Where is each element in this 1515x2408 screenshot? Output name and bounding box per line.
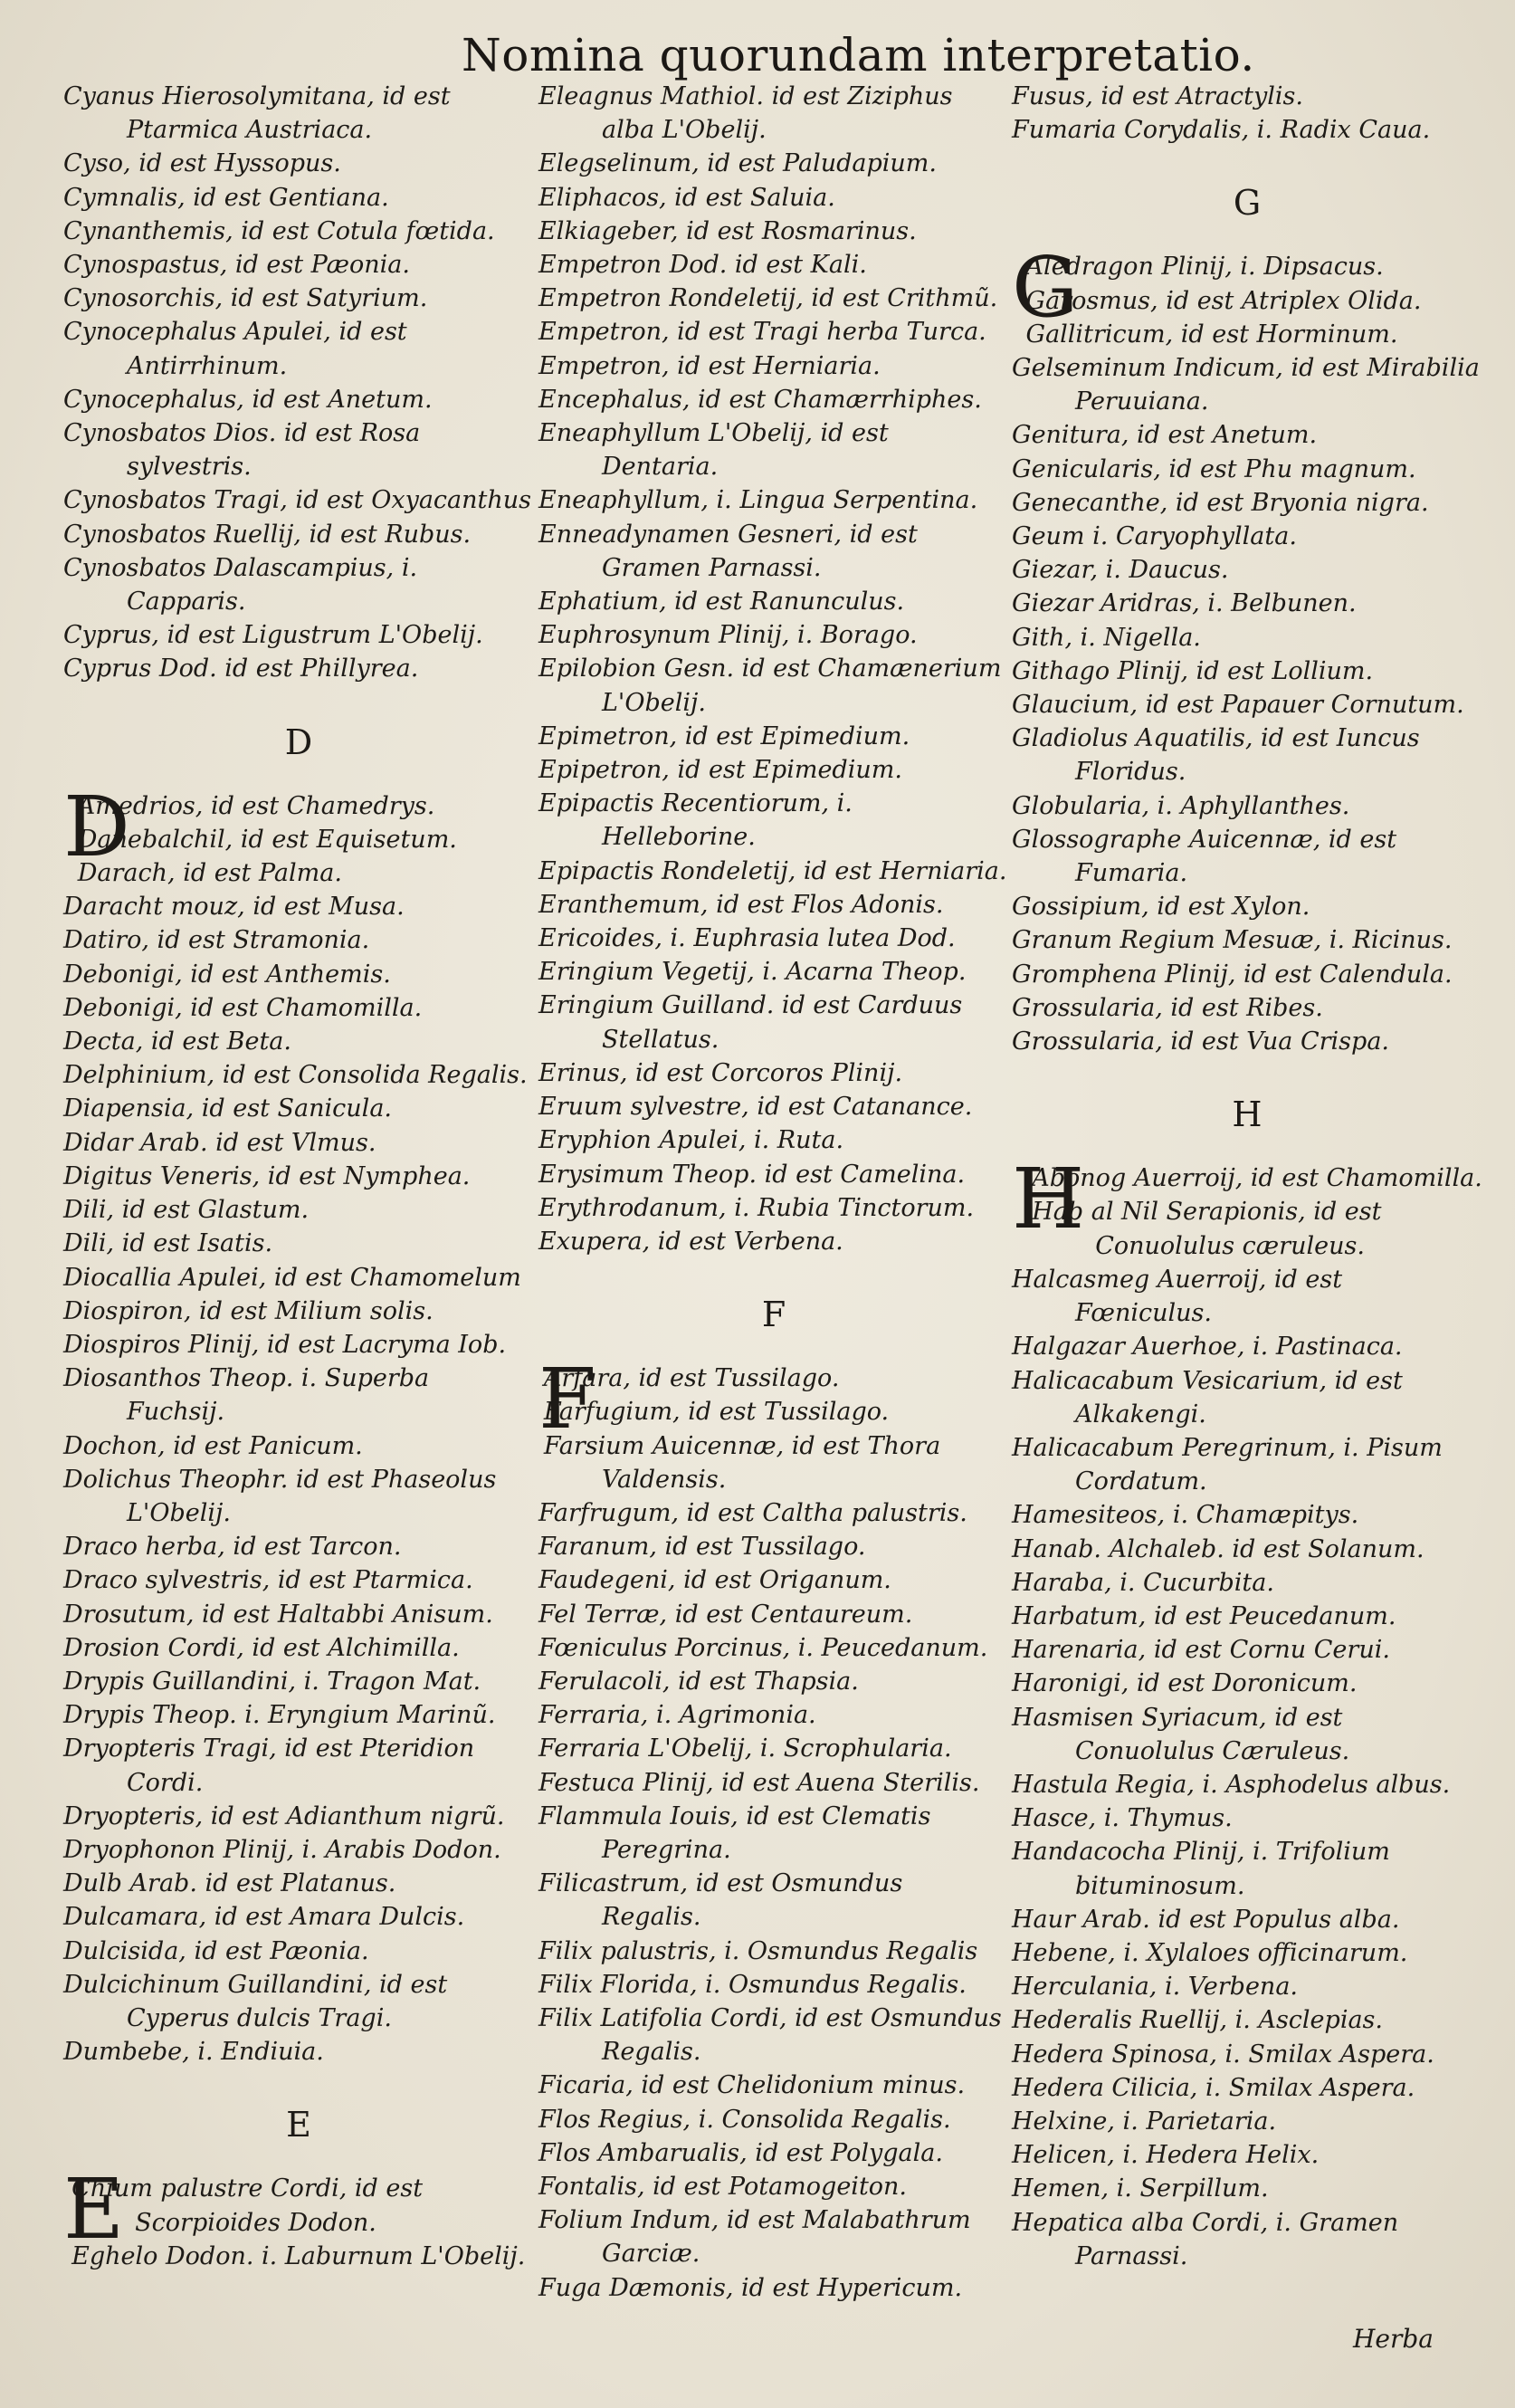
drop-cap-h: H	[1012, 1151, 1085, 1248]
index-entry: Genecanthe, id est Bryonia nigra.	[1012, 488, 1429, 517]
index-entry: Diapensia, id est Sanicula.	[63, 1094, 392, 1123]
index-entry: Dryopteris Tragi, id est Pteridion Cordi.	[63, 1734, 475, 1797]
index-entry: Diocallia Apulei, id est Chamomelum	[63, 1263, 521, 1292]
index-entry: Fontalis, id est Potamogeiton.	[538, 2172, 908, 2201]
index-entry: Halicacabum Peregrinum, i. Pisum Cordatum.	[1012, 1433, 1443, 1496]
index-entry: Aledragon Plinij, i. Dipsacus.	[1025, 253, 1384, 282]
index-entry: Gromphena Plinij, id est Calendula.	[1012, 960, 1453, 989]
index-entry: Glossographe Auicennæ, id est Fumaria.	[1012, 825, 1397, 888]
index-entry: Gallitricum, id est Horminum.	[1025, 320, 1398, 349]
index-entry: Garosmus, id est Atriplex Olida.	[1025, 286, 1422, 315]
index-entry: Hanab. Alchaleb. id est Solanum.	[1012, 1534, 1424, 1563]
index-entry: Ephatium, id est Ranunculus.	[538, 588, 905, 616]
index-entry: Epipactis Rondeletij, id est Herniaria.	[538, 856, 1007, 885]
index-entry: Cynocephalus Apulei, id est Antirrhinum.	[63, 318, 407, 380]
index-entry: Flos Regius, i. Consolida Regalis.	[538, 2105, 951, 2134]
index-entry: Encephalus, id est Chamærrhiphes.	[538, 385, 982, 414]
index-entry: Hebene, i. Xylaloes officinarum.	[1012, 1938, 1408, 1967]
index-entry: Hasmisen Syriacum, id est Conuolulus Cæruleus.	[1012, 1703, 1350, 1765]
index-entry: Erysimum Theop. id est Camelina.	[538, 1160, 966, 1189]
index-entry: Dochon, id est Panicum.	[63, 1431, 363, 1460]
index-entry: Dulcamara, id est Amara Dulcis.	[63, 1903, 465, 1932]
index-entry: Didar Arab. id est Vlmus.	[63, 1128, 376, 1157]
index-entry: Halicacabum Vesicarium, id est Alkakengi.	[1012, 1366, 1403, 1429]
index-entry: Digitus Veneris, id est Nymphea.	[63, 1161, 471, 1190]
index-entry: Elegselinum, id est Paludapium.	[538, 149, 937, 178]
index-entry: Giezar, i. Daucus.	[1012, 556, 1229, 585]
index-entry: Eneaphyllum L'Obelij, id est Dentaria.	[538, 419, 889, 482]
index-entry: Epimetron, id est Epimedium.	[538, 721, 910, 750]
index-entry: Empetron Rondeletij, id est Crithmũ.	[538, 284, 998, 313]
index-entry: Exupera, id est Verbena.	[538, 1227, 843, 1256]
index-entry: Handacocha Plinij, i. Trifolium bituminosum.	[1012, 1838, 1390, 1900]
index-entry: Haur Arab. id est Populus alba.	[1012, 1905, 1400, 1934]
index-entry: Giezar Aridras, i. Belbunen.	[1012, 589, 1357, 618]
index-entry: Hederalis Ruellij, i. Asclepias.	[1012, 2006, 1383, 2035]
index-entry: Drosion Cordi, id est Alchimilla.	[63, 1633, 460, 1662]
index-entry: Empetron, id est Herniaria.	[538, 351, 881, 380]
index-entry: Helxine, i. Parietaria.	[1012, 2107, 1277, 2136]
index-entry: Cynosorchis, id est Satyrium.	[63, 284, 428, 313]
index-entry: Eranthemum, id est Flos Adonis.	[538, 890, 944, 919]
section-letter-f: F	[761, 1295, 786, 1335]
index-entry: Festuca Plinij, id est Auena Sterilis.	[538, 1768, 980, 1797]
index-entry: Danebalchil, id est Equisetum.	[77, 825, 457, 854]
index-entry: Empetron Dod. id est Kali.	[538, 251, 867, 280]
index-entry: Epipactis Recentiorum, i. Helleborine.	[538, 789, 853, 852]
index-entry: Chium palustre Cordi, id est Scorpioides Dodon.	[71, 2174, 424, 2237]
index-entry: Farfugium, id est Tussilago.	[543, 1398, 890, 1427]
index-entry: Hasce, i. Thymus.	[1012, 1804, 1233, 1833]
index-entry: Dryopteris, id est Adianthum nigrũ.	[63, 1801, 505, 1830]
index-entry: Cynosbatos Dalascampius, i. Capparis.	[63, 553, 418, 616]
index-entry: Gossipium, id est Xylon.	[1012, 893, 1310, 922]
column-1	[63, 80, 534, 2273]
index-entry: Cynocephalus, id est Anetum.	[63, 385, 433, 414]
index-entry: Diospiros Plinij, id est Lacryma Iob.	[63, 1330, 507, 1359]
index-entry: Epilobion Gesn. id est Chamænerium L'Obelij.	[538, 655, 1002, 717]
section-letter-g: G	[1233, 183, 1262, 224]
index-entry: Granum Regium Mesuæ, i. Ricinus.	[1012, 926, 1453, 955]
index-entry: Gith, i. Nigella.	[1012, 623, 1201, 652]
index-entry: Haronigi, id est Doronicum.	[1012, 1669, 1358, 1698]
index-entry: Diospiron, id est Milium solis.	[63, 1296, 434, 1325]
index-entry: Fuga Dæmonis, id est Hypericum.	[538, 2273, 963, 2302]
index-entry: Abonog Auerroij, id est Chamomilla.	[1032, 1164, 1482, 1193]
index-entry: Elkiageber, id est Rosmarinus.	[538, 216, 917, 245]
index-entry: Draco sylvestris, id est Ptarmica.	[63, 1566, 473, 1595]
index-entry: Ferraria, i. Agrimonia.	[538, 1701, 816, 1730]
index-entry: Ferulacoli, id est Thapsia.	[538, 1667, 859, 1696]
index-entry: Datiro, id est Stramonia.	[63, 926, 370, 955]
index-entry: Genicularis, id est Phu magnum.	[1012, 454, 1416, 483]
index-entry: Genitura, id est Anetum.	[1012, 421, 1318, 450]
index-entry: Hastula Regia, i. Asphodelus albus.	[1012, 1770, 1451, 1799]
index-entry: Ficaria, id est Chelidonium minus.	[538, 2071, 966, 2100]
index-entry: Dulb Arab. id est Platanus.	[63, 1869, 396, 1898]
index-entry: Eliphacos, id est Saluia.	[538, 183, 835, 212]
index-entry: Dulcisida, id est Pæonia.	[63, 1936, 369, 1965]
index-entry: Cynospastus, id est Pæonia.	[63, 251, 410, 280]
index-entry: Faudegeni, id est Origanum.	[538, 1566, 891, 1595]
index-entry: Harenaria, id est Cornu Cerui.	[1012, 1636, 1390, 1665]
index-entry: Dili, id est Isatis.	[63, 1229, 273, 1258]
index-entry: Eleagnus Mathiol. id est Ziziphus alba L'Obelij.	[538, 82, 953, 145]
index-entry: Glaucium, id est Papauer Cornutum.	[1012, 691, 1464, 720]
index-entry: Drypis Theop. i. Eryngium Marinũ.	[63, 1701, 496, 1730]
index-entry: Herculania, i. Verbena.	[1012, 1973, 1298, 2002]
index-entry: Haraba, i. Cucurbita.	[1012, 1568, 1274, 1597]
index-entry: Eruum sylvestre, id est Catanance.	[538, 1093, 973, 1122]
index-entry: Helicen, i. Hedera Helix.	[1012, 2141, 1320, 2170]
index-entry: Decta, id est Beta.	[63, 1027, 291, 1056]
index-entry: Empetron, id est Tragi herba Turca.	[538, 318, 986, 347]
index-entry: Cyprus, id est Ligustrum L'Obelij.	[63, 621, 483, 650]
index-entry: Cyso, id est Hyssopus.	[63, 149, 341, 178]
drop-cap-d: D	[63, 778, 130, 875]
drop-cap-f: F	[538, 1351, 596, 1448]
index-entry: Eneaphyllum, i. Lingua Serpentina.	[538, 486, 978, 515]
index-entry: Fusus, id est Atractylis.	[1012, 82, 1303, 110]
index-entry: Flos Ambarualis, id est Polygala.	[538, 2138, 943, 2167]
index-entry: Hedera Cilicia, i. Smilax Aspera.	[1012, 2073, 1415, 2102]
index-entry: Eryphion Apulei, i. Ruta.	[538, 1126, 844, 1155]
index-entry: Drypis Guillandini, i. Tragon Mat.	[63, 1667, 481, 1696]
index-entry: Dulcichinum Guillandini, id est Cyperus dulcis Tragi.	[63, 1970, 448, 2032]
index-entry: Hedera Spinosa, i. Smilax Aspera.	[1012, 2040, 1434, 2069]
index-entry: Farfrugum, id est Caltha palustris.	[538, 1498, 967, 1527]
index-entry: Amedrios, id est Chamedrys.	[77, 791, 435, 820]
index-entry: Dryophonon Plinij, i. Arabis Dodon.	[63, 1835, 501, 1864]
section-letter-h: H	[1232, 1094, 1262, 1135]
index-entry: Debonigi, id est Chamomilla.	[63, 993, 423, 1022]
column-2	[538, 80, 1009, 2305]
index-entry: Geum i. Caryophyllata.	[1012, 522, 1297, 551]
index-entry: Dumbebe, i. Endiuia.	[63, 2038, 324, 2067]
index-entry: Cyanus Hierosolymitana, id est Ptarmica Austriaca.	[63, 82, 451, 145]
index-entry: Hepatica alba Cordi, i. Gramen Parnassi.	[1012, 2208, 1399, 2270]
index-entry: Euphrosynum Plinij, i. Borago.	[538, 621, 918, 650]
index-entry: Halgazar Auerhoe, i. Pastinaca.	[1012, 1333, 1403, 1362]
index-entry: Harbatum, id est Peucedanum.	[1012, 1601, 1396, 1630]
index-entry: Cynosbatos Tragi, id est Oxyacanthus	[63, 486, 532, 515]
index-entry: Globularia, i. Aphyllanthes.	[1012, 791, 1350, 820]
index-entry: Filix Latifolia Cordi, id est Osmundus Regalis.	[538, 2003, 1002, 2067]
index-entry: Enneadynamen Gesneri, id est Gramen Parnassi.	[538, 520, 918, 582]
index-entry: Diosanthos Theop. i. Superba Fuchsij.	[63, 1364, 430, 1427]
index-entry: Daracht mouz, id est Musa.	[63, 893, 405, 922]
index-entry: Fœniculus Porcinus, i. Peucedanum.	[538, 1633, 988, 1662]
index-entry: Cyprus Dod. id est Phillyrea.	[63, 655, 419, 683]
index-entry: Hab al Nil Serapionis, id est Conuolulus cæruleus.	[1032, 1198, 1382, 1260]
column-3	[1012, 80, 1482, 2273]
section-letter-e: E	[286, 2105, 311, 2145]
index-entry: Gladiolus Aquatilis, id est Iuncus Floridus.	[1012, 724, 1420, 787]
index-entry: Cynanthemis, id est Cotula fœtida.	[63, 216, 495, 245]
index-entry: Epipetron, id est Epimedium.	[538, 756, 902, 785]
index-entry: Eringium Vegetij, i. Acarna Theop.	[538, 958, 967, 987]
index-entry: Draco herba, id est Tarcon.	[63, 1533, 402, 1562]
index-entry: Drosutum, id est Haltabbi Anisum.	[63, 1600, 493, 1629]
index-entry: Hemen, i. Serpillum.	[1012, 2174, 1269, 2203]
index-entry: Halcasmeg Auerroij, id est Fœniculus.	[1012, 1265, 1343, 1328]
index-entry: Fumaria Corydalis, i. Radix Caua.	[1012, 116, 1431, 145]
index-entry: Arfara, id est Tussilago.	[543, 1364, 840, 1393]
catchword: Herba	[1353, 2324, 1434, 2354]
index-entry: Dolichus Theophr. id est Phaseolus L'Obelij.	[63, 1465, 497, 1527]
index-entry: Cymnalis, id est Gentiana.	[63, 183, 389, 212]
index-entry: Folium Indum, id est Malabathrum Garciæ.	[538, 2206, 971, 2269]
index-entry: Dili, id est Glastum.	[63, 1196, 310, 1225]
index-entry: Erinus, id est Corcoros Plinij.	[538, 1058, 903, 1087]
index-entry: Filix palustris, i. Osmundus Regalis	[538, 1936, 978, 1965]
index-entry: Delphinium, id est Consolida Regalis.	[63, 1061, 528, 1090]
index-entry: Filicastrum, id est Osmundus Regalis.	[538, 1869, 903, 1932]
page-title: Nomina quorundam interpretatio.	[462, 29, 1255, 81]
index-entry: Flammula Iouis, id est Clematis Peregrina.	[538, 1801, 931, 1864]
index-entry: Eringium Guilland. id est Carduus Stellatus.	[538, 991, 963, 1054]
index-entry: Githago Plinij, id est Lollium.	[1012, 656, 1374, 685]
index-entry: Cynosbatos Ruellij, id est Rubus.	[63, 520, 472, 549]
index-entry: Ericoides, i. Euphrasia lutea Dod.	[538, 924, 956, 953]
index-entry: Hamesiteos, i. Chamæpitys.	[1012, 1501, 1359, 1530]
index-entry: Debonigi, id est Anthemis.	[63, 960, 391, 989]
index-entry: Cynosbatos Dios. id est Rosa sylvestris.	[63, 419, 421, 482]
index-entry: Darach, id est Palma.	[77, 859, 342, 888]
drop-cap-e: E	[63, 2161, 125, 2259]
index-entry: Ferraria L'Obelij, i. Scrophularia.	[538, 1734, 952, 1763]
drop-cap-g: G	[1012, 239, 1079, 337]
index-entry: Farsium Auicennæ, id est Thora Valdensis.	[543, 1431, 941, 1494]
index-entry: Faranum, id est Tussilago.	[538, 1533, 866, 1562]
index-entry: Grossularia, id est Ribes.	[1012, 993, 1323, 1022]
index-entry: Eghelo Dodon. i. Laburnum L'Obelij.	[71, 2241, 526, 2270]
index-entry: Fel Terræ, id est Centaureum.	[538, 1600, 913, 1629]
index-entry: Grossularia, id est Vua Crispa.	[1012, 1027, 1389, 1056]
section-letter-d: D	[284, 721, 313, 762]
index-entry: Filix Florida, i. Osmundus Regalis.	[538, 1970, 967, 1999]
index-entry: Gelseminum Indicum, id est Mirabilia Peruuiana.	[1012, 354, 1480, 416]
index-entry: Erythrodanum, i. Rubia Tinctorum.	[538, 1193, 975, 1222]
